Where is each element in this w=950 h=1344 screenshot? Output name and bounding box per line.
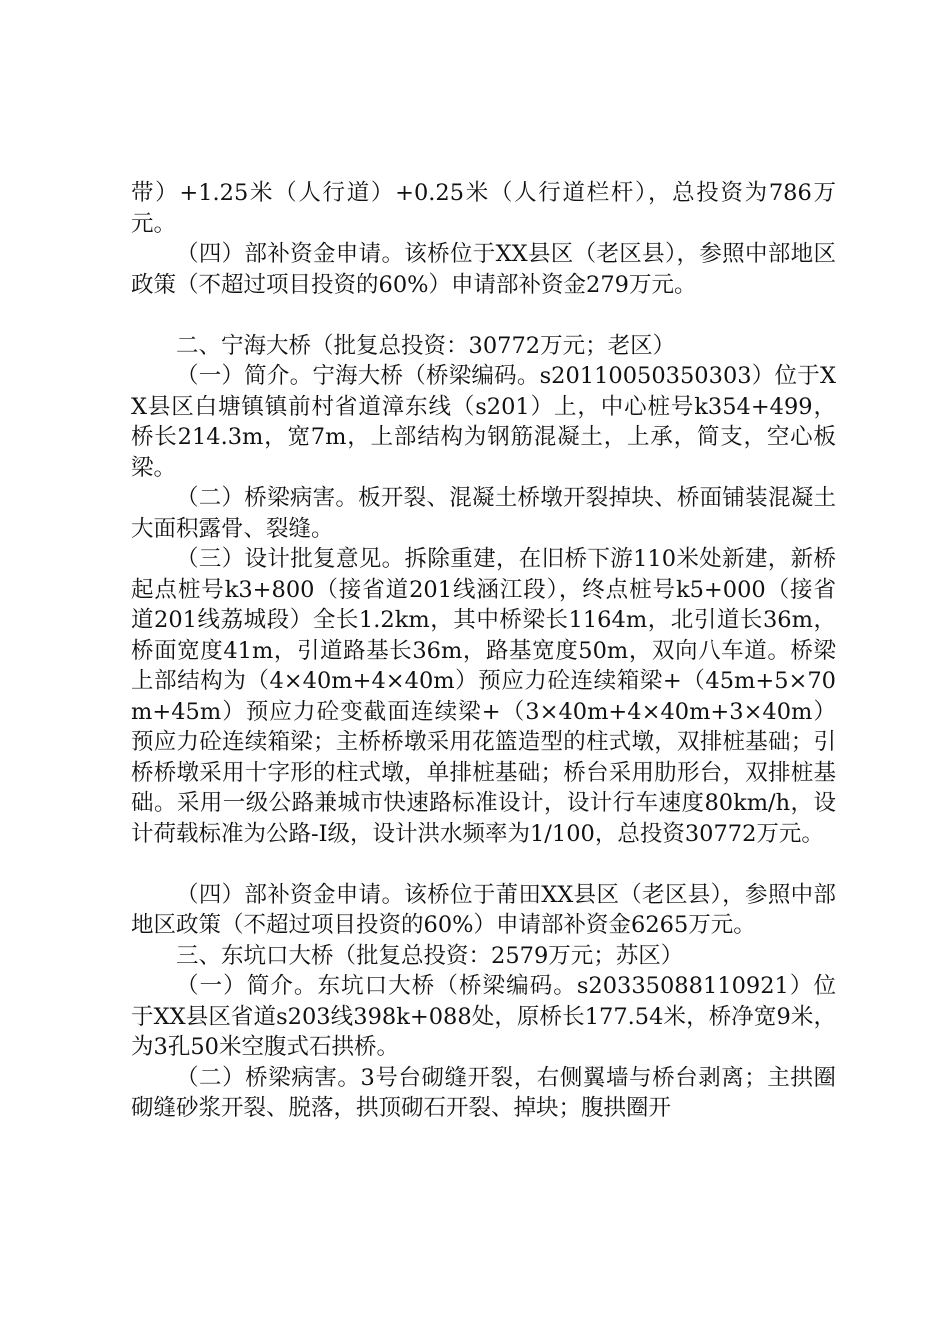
section-heading-dongkengkou-bridge: 三、东坑口大桥（批复总投资：2579万元；苏区） xyxy=(176,942,684,969)
document-body xyxy=(131,178,836,1124)
paragraph-p9: （一）简介。东坑口大桥（桥梁编码。s20335088110921）位于XX县区省道s203线398k+088处，原桥长177.54米，桥净宽9米，为3孔50米空腹式石拱桥。 xyxy=(131,973,836,1060)
paragraph-p7: （四）部补资金申请。该桥位于莆田XX县区（老区县），参照中部地区政策（不超过项目投资的60%）申请部补资金6265万元。 xyxy=(131,881,836,938)
paragraph-p10: （二）桥梁病害。3号台砌缝开裂，右侧翼墙与桥台剥离；主拱圈砌缝砂浆开裂、脱落，拱顶砌石开裂、掉块；腹拱圈开 xyxy=(131,1064,836,1121)
paragraph-p4: （一）简介。宁海大桥（桥梁编码。s20110050350303）位于XX县区白塘镇镇前村省道漳东线（s201）上，中心桩号k354+499，桥长214.3m，宽7m，上部结构为钢筋混凝土，上承，简支，空心板梁。 xyxy=(131,363,836,481)
section-heading-ninghai-bridge: 二、宁海大桥（批复总投资：30772万元；老区） xyxy=(176,332,676,359)
paragraph-p6: （三）设计批复意见。拆除重建，在旧桥下游110米处新建，新桥起点桩号k3+800（接省道201线涵江段），终点桩号k5+000（接省道201线荔城段）全长1.2km，其中桥梁长1164m，北引道长36m，桥面宽度41m，引道路基长36m，路基宽度50m，双向八车道。桥梁上部结构为（4×40m+4×40m）预应力砼连续箱梁+（45m+5×70m+45m）预应力砼变截面连续梁+（3×40m+4×40m+3×40m）预应力砼连续箱梁；主桥桥墩采用花篮造型的柱式墩，双排桩基础；引桥桥墩采用十字形的柱式墩，单排桩基础；桥台采用肋形台，双排桩基础。采用一级公路兼城市快速路标准设计，设计行车速度80km/h，设计荷载标准为公路-Ⅰ级，设计洪水频率为1/100，总投资30772万元。 xyxy=(131,546,836,847)
paragraph-gap xyxy=(131,300,836,331)
paragraph-p5: （二）桥梁病害。板开裂、混凝土桥墩开裂掉块、桥面铺装混凝土大面积露骨、裂缝。 xyxy=(131,485,836,542)
paragraph-p2: （四）部补资金申请。该桥位于XX县区（老区县），参照中部地区政策（不超过项目投资的60%）申请部补资金279万元。 xyxy=(131,241,836,298)
paragraph-gap xyxy=(131,849,836,880)
paragraph-p1: 带）+1.25米（人行道）+0.25米（人行道栏杆），总投资为786万元。 xyxy=(131,180,836,237)
